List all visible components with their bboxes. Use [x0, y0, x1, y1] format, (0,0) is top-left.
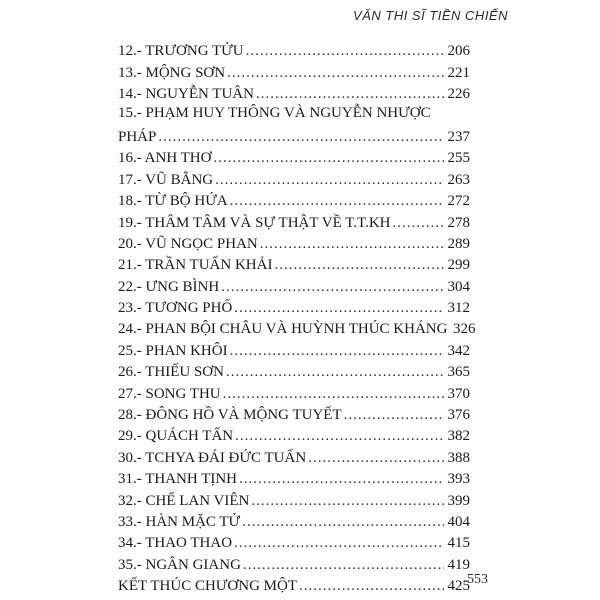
- toc-entry-18: [118, 190, 470, 211]
- toc-entry-page: 299: [447, 257, 470, 274]
- dot-leader: [215, 171, 444, 190]
- toc-entry-title: 29.- QUÁCH TẤN: [118, 428, 234, 445]
- toc-entry-29: [118, 425, 470, 446]
- dot-leader: [260, 235, 444, 254]
- toc-entry-title: 27.- SONG THU: [118, 385, 221, 402]
- dot-leader: [239, 470, 444, 489]
- toc-entry-28: [118, 404, 470, 425]
- toc-entry-32: [118, 489, 470, 510]
- dot-leader: [235, 427, 444, 446]
- dot-leader: [393, 214, 445, 233]
- toc-entry-title: 22.- ƯNG BÌNH: [118, 278, 220, 295]
- toc-entry-page: 326: [452, 321, 476, 338]
- toc-entry-title: 26.- THIẾU SƠN: [118, 364, 224, 381]
- toc-entry-title: 13.- MỘNG SƠN: [118, 64, 226, 81]
- dot-leader: [234, 299, 444, 318]
- dot-leader: [308, 449, 444, 468]
- toc-entry-page: 312: [447, 300, 470, 317]
- toc-entry-title: 30.- TCHYA ĐÁI ĐỨC TUẤN: [118, 449, 307, 466]
- toc-entry-title: 23.- TƯƠNG PHỐ: [118, 300, 233, 317]
- toc-entry-20: [118, 233, 470, 254]
- toc-entry-title: 12.- TRƯƠNG TỬU: [118, 43, 244, 60]
- running-head: VĂN THI SĨ TIỀN CHIẾN: [353, 8, 508, 23]
- toc-entry-title: 31.- THANH TỊNH: [118, 471, 238, 488]
- toc-entry-title: KẾT THÚC CHƯƠNG MỘT: [118, 578, 298, 595]
- dot-leader: [230, 342, 444, 361]
- toc-entry-page: 237: [447, 128, 470, 145]
- toc-entry-15-line1: [118, 104, 470, 125]
- toc-entry-35: [118, 553, 470, 574]
- toc-entry-title: 33.- HÀN MẶC TỬ: [118, 513, 241, 530]
- toc-entry-34: [118, 532, 470, 553]
- dot-leader: [344, 406, 444, 425]
- toc-entry-page: 419: [447, 556, 470, 573]
- toc-entry-page: 304: [447, 278, 470, 295]
- toc-entry-page: 399: [447, 492, 470, 509]
- toc-entry-title: 32.- CHẾ LAN VIÊN: [118, 492, 250, 509]
- toc-entry-25: [118, 339, 470, 360]
- toc-entry-page: 370: [447, 385, 470, 402]
- table-of-contents: [118, 40, 476, 596]
- toc-entry-15: [118, 126, 470, 147]
- toc-entry-31: [118, 468, 470, 489]
- toc-entry-14: [118, 83, 470, 104]
- toc-entry-page: 404: [447, 513, 470, 530]
- dot-leader: [213, 149, 444, 168]
- toc-entry-page: 388: [447, 449, 470, 466]
- dot-leader: [226, 363, 444, 382]
- toc-entry-title: 14.- NGUYỄN TUÂN: [118, 86, 254, 103]
- dot-leader: [227, 64, 444, 83]
- dot-leader: [234, 534, 444, 553]
- toc-entry-13: [118, 61, 470, 82]
- dot-leader: [242, 513, 444, 532]
- toc-entry-27: [118, 382, 470, 403]
- dot-leader: [246, 42, 444, 61]
- dot-leader: [221, 278, 444, 297]
- toc-entry-title: 16.- ANH THƠ: [118, 150, 212, 167]
- toc-entry-page: 206: [447, 43, 470, 60]
- toc-entry-30: [118, 446, 470, 467]
- toc-entry-conclusion: [118, 575, 470, 596]
- toc-entry-page: 376: [447, 407, 470, 424]
- toc-entry-22: [118, 275, 470, 296]
- toc-entry-page: 425: [447, 578, 470, 595]
- toc-entry-page: 382: [447, 428, 470, 445]
- dot-leader: [256, 85, 444, 104]
- toc-entry-page: 263: [447, 171, 470, 188]
- toc-entry-page: 278: [447, 214, 470, 231]
- toc-entry-12: [118, 40, 470, 61]
- toc-entry-page: 415: [447, 535, 470, 552]
- toc-entry-page: 365: [447, 364, 470, 381]
- toc-entry-title: 15.- PHẠM HUY THÔNG VÀ NGUYỄN NHƯỢC: [118, 105, 431, 122]
- page-number: 553: [467, 572, 488, 587]
- toc-entry-title: 34.- THAO THAO: [118, 535, 233, 552]
- dot-leader: [274, 256, 444, 275]
- toc-entry-title: 17.- VŨ BẰNG: [118, 171, 214, 188]
- dot-leader: [223, 385, 444, 404]
- toc-entry-page: 255: [447, 150, 470, 167]
- toc-entry-24: [118, 318, 476, 339]
- toc-entry-title: 28.- ĐÔNG HỒ VÀ MỘNG TUYẾT: [118, 407, 342, 424]
- toc-entry-title: 20.- VŨ NGỌC PHAN: [118, 235, 258, 252]
- toc-entry-title: 25.- PHAN KHÔI: [118, 342, 228, 359]
- toc-entry-title: 18.- TỪ BỘ HỨA: [118, 193, 228, 210]
- toc-entry-23: [118, 297, 470, 318]
- dot-leader: [230, 192, 444, 211]
- dot-leader: [243, 556, 444, 575]
- toc-entry-page: 342: [447, 342, 470, 359]
- dot-leader: [251, 492, 444, 511]
- dot-leader: [158, 128, 444, 147]
- toc-entry-page: 221: [447, 64, 470, 81]
- toc-entry-title: 21.- TRẦN TUẤN KHẢI: [118, 257, 273, 274]
- toc-entry-21: [118, 254, 470, 275]
- toc-entry-19: [118, 211, 470, 232]
- toc-entry-title: 35.- NGÂN GIANG: [118, 556, 241, 573]
- toc-entry-26: [118, 361, 470, 382]
- dot-leader: [299, 577, 444, 596]
- toc-entry-title: 19.- THÂM TÂM VÀ SỰ THẬT VỀ T.T.KH: [118, 214, 391, 231]
- toc-entry-page: 393: [447, 471, 470, 488]
- toc-entry-17: [118, 168, 470, 189]
- toc-entry-16: [118, 147, 470, 168]
- toc-entry-33: [118, 511, 470, 532]
- toc-entry-page: 272: [447, 193, 470, 210]
- toc-entry-page: 289: [447, 235, 470, 252]
- toc-entry-title: PHÁP: [118, 128, 157, 145]
- toc-entry-title: 24.- PHAN BỘI CHÂU VÀ HUỲNH THÚC KHÁNG: [118, 321, 448, 338]
- toc-entry-page: 226: [447, 86, 470, 103]
